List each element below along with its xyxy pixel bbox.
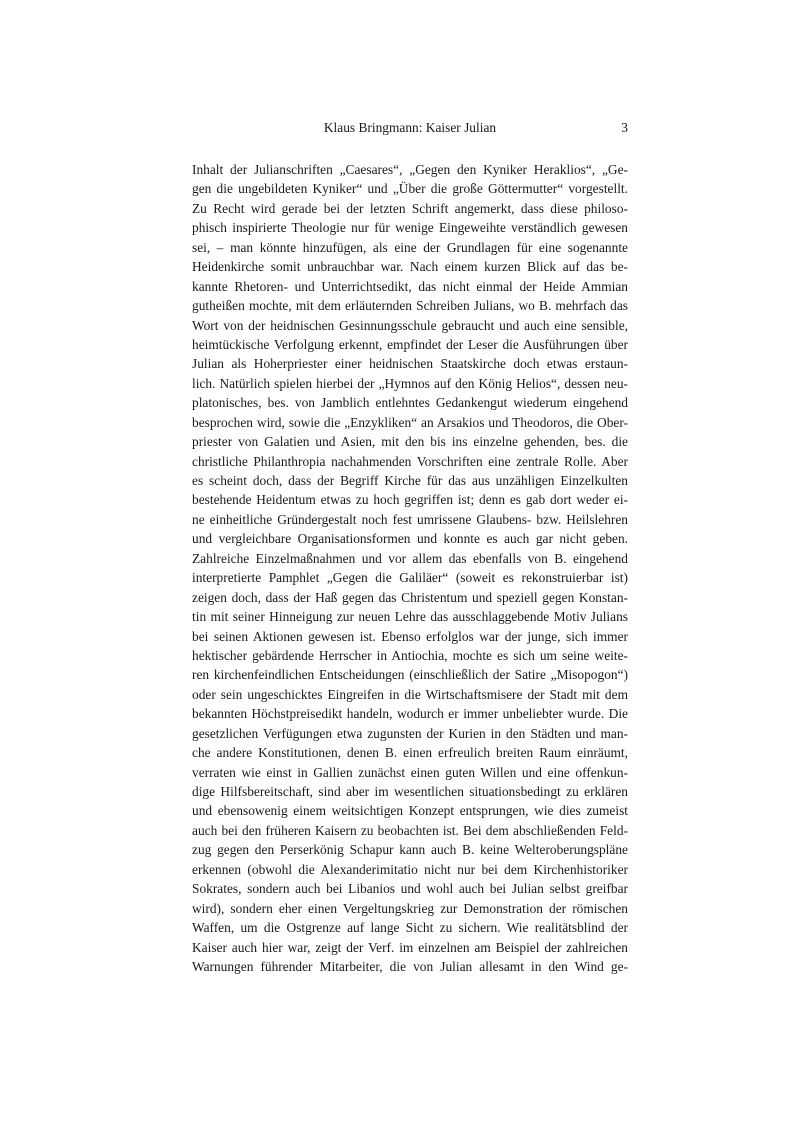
text-line: tin mit seiner Hinneigung zur neuen Lehre das ausschlaggebende Motiv Julians — [192, 609, 628, 625]
text-line: platonisches, bes. von Jamblich entlehntes Gedankengut wiederum eingehend — [192, 395, 628, 411]
text-line: zug gegen den Perserkönig Schapur kann auch B. keine Welteroberungspläne — [192, 842, 628, 858]
text-line: gesetzlichen Verfügungen etwa zugunsten der Kurien in den Städten und man- — [192, 725, 628, 741]
text-line: hektischer gebärdende Herrscher in Antiochia, mochte es sich um seine weite- — [192, 647, 628, 663]
body-paragraph — [192, 160, 628, 976]
header-title: Klaus Bringmann: Kaiser Julian — [323, 120, 497, 135]
text-line: kannte Rhetoren- und Unterrichtsedikt, das nicht einmal der Heide Ammian — [192, 278, 628, 294]
text-line: priester von Galatien und Asien, mit den bis ins einzelne gehenden, bes. die — [192, 434, 628, 450]
text-line: Zu Recht wird gerade bei der letzten Schrift angemerkt, dass diese philoso- — [192, 200, 628, 216]
text-line: gutheißen mochte, mit dem erläuternden Schreiben Julians, wo B. mehrfach das — [192, 298, 628, 314]
text-line: Kaiser auch hier war, zeigt der Verf. im einzelnen am Beispiel der zahlreichen — [192, 939, 628, 955]
text-line: Sokrates, sondern auch bei Libanios und wohl auch bei Julian selbst greifbar — [192, 881, 628, 897]
text-line: bei seinen Aktionen gewesen ist. Ebenso erfolglos war der junge, sich immer — [192, 628, 628, 644]
running-header — [192, 119, 628, 137]
text-line: lich. Natürlich spielen hierbei der „Hymnos auf den König Helios“, dessen neu- — [192, 375, 628, 391]
text-line: dige Hilfsbereitschaft, sind aber im wesentlichen situationsbedingt zu erklären — [192, 784, 628, 799]
text-line: ne einheitliche Gründergestalt noch fest umrissene Glaubens- bzw. Heilslehren — [192, 511, 628, 527]
text-line: es scheint doch, dass der Begriff Kirche für das aus unzähligen Einzelkulten — [192, 473, 628, 488]
text-line: verraten wie einst in Gallien zunächst einen guten Willen und eine offenkun- — [192, 764, 628, 780]
text-line: gen die ungebildeten Kyniker“ und „Über die große Göttermutter“ vorgestellt. — [192, 181, 628, 197]
text-line: besprochen wird, sowie die „Enzykliken“ an Arsakios und Theodoros, die Ober- — [192, 414, 628, 430]
text-line: Heidenkirche somit unbrauchbar war. Nach einem kurzen Blick auf das be- — [192, 259, 628, 275]
text-line: phisch inspirierte Theologie nur für wenige Eingeweihte verständlich gewesen — [192, 220, 628, 236]
text-line: bekannten Höchstpreisedikt handeln, wodurch er immer unbeliebter wurde. Die — [192, 706, 628, 722]
text-line: sei, – man könnte hinzufügen, als eine der Grundlagen für eine sogenannte — [192, 239, 628, 255]
text-line: Julian als Hoherpriester einer heidnischen Staatskirche doch etwas erstaun- — [192, 356, 628, 372]
text-line: oder sein ungeschicktes Eingreifen in die Wirtschaftsmisere der Stadt mit dem — [192, 686, 628, 702]
text-line: heimtückische Verfolgung erkennt, empfindet der Leser die Ausführungen über — [192, 336, 628, 352]
text-line: Inhalt der Julianschriften „Caesares“, „Gegen den Kyniker Heraklios“, „Ge- — [192, 162, 628, 177]
text-line: Zahlreiche Einzelmaßnahmen und vor allem das ebenfalls von B. eingehend — [192, 550, 628, 566]
text-line: bestehende Heidentum etwas zu hoch gegriffen ist; denn es gab dort weder ei- — [192, 492, 628, 508]
text-line: interpretierte Pamphlet „Gegen die Galiläer“ (soweit es rekonstruierbar ist) — [192, 570, 628, 586]
text-line: Wort von der heidnischen Gesinnungsschule gebraucht und auch eine sensible, — [192, 317, 628, 333]
text-line: Waffen, um die Ostgrenze auf lange Sicht zu sichern. Wie realitätsblind der — [192, 920, 628, 936]
text-line: christliche Philanthropia nachahmenden Vorschriften eine zentrale Rolle. Aber — [192, 453, 628, 469]
text-line: auch bei den früheren Kaisern zu beobachten ist. Bei dem abschließenden Feld- — [192, 822, 628, 838]
text-line: erkennen (obwohl die Alexanderimitatio nicht nur bei dem Kirchenhistoriker — [192, 861, 628, 877]
text-line: wird), sondern eher einen Vergeltungskrieg zur Demonstration der römischen — [192, 900, 628, 916]
text-line: ren kirchenfeindlichen Entscheidungen (einschließlich der Satire „Misopogon“) — [192, 667, 628, 683]
text-line: Warnungen führender Mitarbeiter, die von Julian allesamt in den Wind ge- — [192, 958, 628, 974]
text-line: che andere Konstitutionen, denen B. einen erfreulich breiten Raum einräumt, — [192, 745, 628, 761]
text-line: zeigen doch, dass der Haß gegen das Christentum und speziell gegen Konstan- — [192, 589, 628, 605]
text-line: und vergleichbare Organisationsformen und konnte es auch gar nicht geben. — [192, 531, 628, 547]
text-line: und ebensowenig einem weitsichtigen Konzept entsprungen, wie dies zumeist — [192, 803, 628, 819]
page-number: 3 — [621, 120, 628, 135]
